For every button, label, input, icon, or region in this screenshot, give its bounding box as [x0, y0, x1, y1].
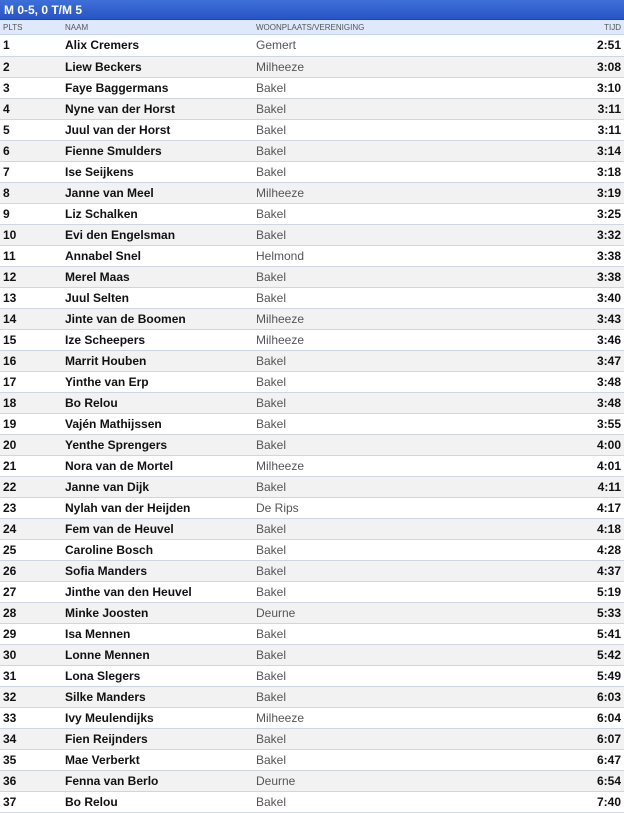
time-cell: 3:18: [596, 164, 621, 179]
name-cell: Bo Relou: [65, 395, 118, 410]
rank-cell: 8: [3, 185, 10, 200]
table-row: [0, 770, 624, 791]
time-cell: 3:38: [596, 248, 621, 263]
time-cell: 3:43: [596, 311, 621, 326]
woonplaats-cell: Bakel: [256, 122, 287, 137]
table-row: [0, 434, 624, 455]
rank-cell: 9: [3, 206, 10, 221]
woonplaats-cell: Deurne: [256, 605, 296, 620]
name-cell: Liz Schalken: [65, 206, 138, 221]
table-row: [0, 560, 624, 581]
table-row: [0, 182, 624, 203]
rank-cell: 15: [3, 332, 17, 347]
time-cell: 6:03: [596, 689, 621, 704]
rank-cell: 1: [3, 38, 10, 53]
name-cell: Merel Maas: [65, 269, 130, 284]
table-row: [0, 224, 624, 245]
time-cell: 4:18: [596, 521, 621, 536]
name-cell: Nyne van der Horst: [65, 101, 176, 116]
table-row: [0, 728, 624, 749]
rank-cell: 12: [3, 269, 17, 284]
time-cell: 6:47: [596, 752, 621, 767]
name-cell: Lonne Mennen: [65, 647, 150, 662]
woonplaats-cell: Bakel: [256, 542, 287, 557]
time-cell: 3:32: [596, 227, 621, 242]
time-cell: 3:47: [596, 353, 621, 368]
rank-cell: 26: [3, 563, 17, 578]
time-cell: 3:48: [596, 374, 621, 389]
table-row: [0, 749, 624, 770]
rank-cell: 29: [3, 626, 17, 641]
table-row: [0, 581, 624, 602]
woonplaats-cell: Milheeze: [256, 311, 305, 326]
rank-cell: 36: [3, 773, 17, 788]
woonplaats-cell: Bakel: [256, 143, 287, 158]
rank-cell: 10: [3, 227, 17, 242]
table-row: [0, 539, 624, 560]
column-header: [0, 20, 624, 35]
time-cell: 5:33: [596, 605, 621, 620]
table-row: [0, 665, 624, 686]
time-cell: 4:28: [596, 542, 621, 557]
rank-cell: 31: [3, 668, 17, 683]
name-cell: Evi den Engelsman: [65, 227, 176, 242]
rank-cell: 5: [3, 122, 10, 137]
table-row: [0, 392, 624, 413]
rank-cell: 28: [3, 605, 17, 620]
name-cell: Fien Reijnders: [65, 731, 148, 746]
name-cell: Yinthe van Erp: [65, 374, 149, 389]
table-row: [0, 77, 624, 98]
table-row: [0, 686, 624, 707]
rank-cell: 4: [3, 101, 10, 116]
rank-cell: 13: [3, 290, 17, 305]
name-cell: Caroline Bosch: [65, 542, 154, 557]
time-cell: 3:11: [597, 122, 621, 137]
woonplaats-cell: Bakel: [256, 689, 287, 704]
table-row: [0, 476, 624, 497]
woonplaats-cell: Bakel: [256, 269, 287, 284]
time-cell: 3:55: [596, 416, 621, 431]
table-row: [0, 623, 624, 644]
time-cell: 3:11: [597, 101, 621, 116]
name-cell: Silke Manders: [65, 689, 146, 704]
time-cell: 3:25: [596, 206, 621, 221]
woonplaats-cell: Bakel: [256, 437, 287, 452]
woonplaats-cell: Bakel: [256, 164, 287, 179]
woonplaats-cell: Bakel: [256, 353, 287, 368]
rank-cell: 19: [3, 416, 17, 431]
table-row: [0, 602, 624, 623]
woonplaats-cell: Bakel: [256, 101, 287, 116]
woonplaats-cell: Milheeze: [256, 458, 305, 473]
time-cell: 4:01: [596, 458, 621, 473]
table-row: [0, 245, 624, 266]
table-row: [0, 644, 624, 665]
name-cell: Ise Seijkens: [65, 164, 134, 179]
time-cell: 3:10: [596, 80, 621, 95]
time-cell: 3:08: [596, 59, 621, 74]
name-cell: Liew Beckers: [65, 59, 142, 74]
rank-cell: 32: [3, 689, 17, 704]
time-cell: 4:37: [596, 563, 621, 578]
rank-cell: 33: [3, 710, 17, 725]
woonplaats-cell: Helmond: [256, 248, 305, 263]
name-cell: Jinthe van den Heuvel: [65, 584, 192, 599]
rank-cell: 7: [3, 164, 10, 179]
rank-cell: 22: [3, 479, 17, 494]
header-woonplaats: WOONPLAATS/VERENIGING: [256, 23, 365, 32]
name-cell: Nylah van der Heijden: [65, 500, 191, 515]
name-cell: Lona Slegers: [65, 668, 141, 683]
rank-cell: 20: [3, 437, 17, 452]
woonplaats-cell: Bakel: [256, 395, 287, 410]
table-row: [0, 119, 624, 140]
table-row: [0, 266, 624, 287]
woonplaats-cell: Deurne: [256, 773, 296, 788]
table-row: [0, 329, 624, 350]
name-cell: Nora van de Mortel: [65, 458, 174, 473]
table-row: [0, 161, 624, 182]
name-cell: Mae Verberkt: [65, 752, 140, 767]
table-row: [0, 308, 624, 329]
table-row: [0, 413, 624, 434]
table-row: [0, 707, 624, 728]
name-cell: Fienne Smulders: [65, 143, 162, 158]
time-cell: 5:19: [596, 584, 621, 599]
woonplaats-cell: Bakel: [256, 80, 287, 95]
name-cell: Jinte van de Boomen: [65, 311, 186, 326]
rank-cell: 3: [3, 80, 10, 95]
woonplaats-cell: Bakel: [256, 479, 287, 494]
table-row: [0, 455, 624, 476]
woonplaats-cell: Bakel: [256, 206, 287, 221]
rank-cell: 18: [3, 395, 17, 410]
time-cell: 5:42: [596, 647, 621, 662]
table-row: [0, 350, 624, 371]
table-row: [0, 791, 624, 812]
table-row: [0, 98, 624, 119]
name-cell: Fenna van Berlo: [65, 773, 159, 788]
woonplaats-cell: Milheeze: [256, 59, 305, 74]
time-cell: 7:40: [596, 794, 621, 809]
woonplaats-cell: Bakel: [256, 290, 287, 305]
table-row: [0, 497, 624, 518]
woonplaats-cell: Milheeze: [256, 710, 305, 725]
table-row: [0, 371, 624, 392]
time-cell: 4:17: [596, 500, 621, 515]
woonplaats-cell: Bakel: [256, 731, 287, 746]
rank-cell: 24: [3, 521, 17, 536]
rank-cell: 16: [3, 353, 17, 368]
table-row: [0, 140, 624, 161]
woonplaats-cell: Bakel: [256, 668, 287, 683]
rank-cell: 14: [3, 311, 17, 326]
name-cell: Yenthe Sprengers: [65, 437, 168, 452]
header-tijd: TIJD: [604, 23, 621, 32]
time-cell: 6:04: [596, 710, 621, 725]
time-cell: 3:38: [596, 269, 621, 284]
woonplaats-cell: Milheeze: [256, 185, 305, 200]
table-row: [0, 35, 624, 56]
woonplaats-cell: Bakel: [256, 584, 287, 599]
time-cell: 2:51: [596, 38, 621, 53]
time-cell: 3:14: [596, 143, 621, 158]
rank-cell: 11: [3, 248, 16, 263]
woonplaats-cell: De Rips: [256, 500, 299, 515]
woonplaats-cell: Bakel: [256, 416, 287, 431]
name-cell: Janne van Dijk: [65, 479, 150, 494]
woonplaats-cell: Bakel: [256, 374, 287, 389]
name-cell: Isa Mennen: [65, 626, 131, 641]
name-cell: Faye Baggermans: [65, 80, 169, 95]
name-cell: Marrit Houben: [65, 353, 147, 368]
woonplaats-cell: Bakel: [256, 521, 287, 536]
rank-cell: 21: [3, 458, 17, 473]
results-body: [0, 35, 624, 812]
name-cell: Sofia Manders: [65, 563, 148, 578]
header-plts: PLTS: [3, 23, 23, 32]
time-cell: 3:48: [596, 395, 621, 410]
rank-cell: 6: [3, 143, 10, 158]
name-cell: Fem van de Heuvel: [65, 521, 174, 536]
rank-cell: 35: [3, 752, 17, 767]
time-cell: 4:00: [596, 437, 621, 452]
rank-cell: 27: [3, 584, 17, 599]
woonplaats-cell: Bakel: [256, 563, 287, 578]
table-row: [0, 518, 624, 539]
rank-cell: 37: [3, 794, 17, 809]
woonplaats-cell: Bakel: [256, 626, 287, 641]
time-cell: 3:40: [596, 290, 621, 305]
time-cell: 5:41: [596, 626, 621, 641]
rank-cell: 30: [3, 647, 17, 662]
time-cell: 3:19: [596, 185, 621, 200]
rank-cell: 23: [3, 500, 17, 515]
name-cell: Janne van Meel: [65, 185, 154, 200]
name-cell: Juul Selten: [65, 290, 130, 305]
name-cell: Annabel Snel: [65, 248, 142, 263]
rank-cell: 25: [3, 542, 17, 557]
name-cell: Juul van der Horst: [65, 122, 171, 137]
woonplaats-cell: Bakel: [256, 227, 287, 242]
table-row: [0, 287, 624, 308]
woonplaats-cell: Bakel: [256, 794, 287, 809]
name-cell: Alix Cremers: [65, 38, 140, 53]
woonplaats-cell: Milheeze: [256, 332, 305, 347]
name-cell: Vajén Mathijssen: [65, 416, 162, 431]
time-cell: 4:11: [597, 479, 621, 494]
results-table: [0, 35, 624, 813]
table-row: [0, 56, 624, 77]
time-cell: 5:49: [596, 668, 621, 683]
table-row: [0, 203, 624, 224]
rank-cell: 17: [3, 374, 17, 389]
name-cell: Bo Relou: [65, 794, 118, 809]
woonplaats-cell: Bakel: [256, 752, 287, 767]
time-cell: 3:46: [596, 332, 621, 347]
name-cell: Minke Joosten: [65, 605, 149, 620]
rank-cell: 34: [3, 731, 17, 746]
woonplaats-cell: Gemert: [256, 38, 297, 53]
header-naam: NAAM: [65, 23, 89, 32]
woonplaats-cell: Bakel: [256, 647, 287, 662]
name-cell: Ize Scheepers: [65, 332, 146, 347]
category-title: M 0-5, 0 T/M 5: [0, 0, 624, 20]
name-cell: Ivy Meulendijks: [65, 710, 154, 725]
time-cell: 6:07: [596, 731, 621, 746]
time-cell: 6:54: [596, 773, 621, 788]
rank-cell: 2: [3, 59, 10, 74]
